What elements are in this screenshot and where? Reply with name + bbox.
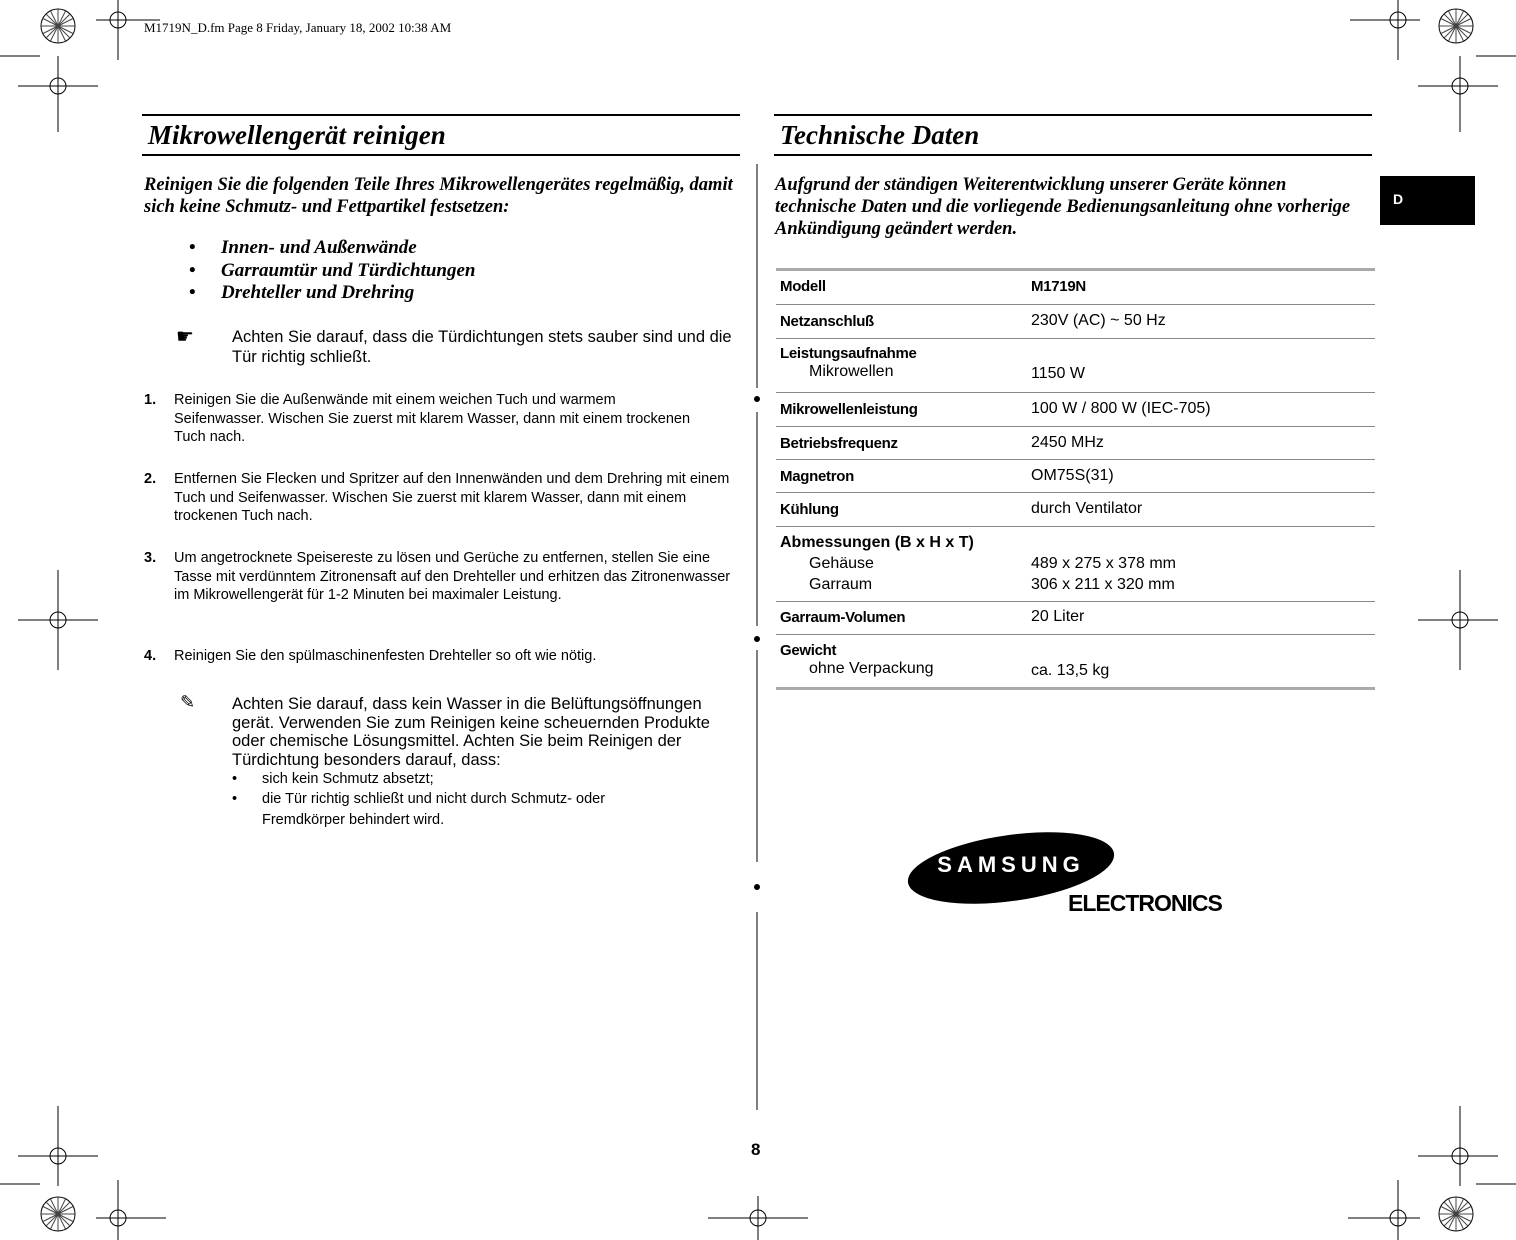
spec-label: Kühlung xyxy=(776,492,1027,526)
spec-label: Mikrowellenleistung xyxy=(776,392,1027,426)
spec-label: Magnetron xyxy=(776,459,1027,492)
table-row xyxy=(776,304,1375,338)
list-item: • Innen- und Außenwände xyxy=(144,237,476,260)
note-bullet-2 xyxy=(232,789,672,830)
section-title-specs: Technische Daten xyxy=(780,120,980,150)
spec-value: 20 Liter xyxy=(1027,601,1375,634)
file-info-header: M1719N_D.fm Page 8 Friday, January 18, 2002 10:38 AM xyxy=(144,20,452,35)
bullet-text: die Tür richtig schließt und nicht durch Schmutz- oder Fremdkörper behindert wird. xyxy=(262,791,606,828)
step-text: Entfernen Sie Flecken und Spritzer auf den Innenwänden und dem Drehring mit einem Tuch und Seifenwasser. Wischen Sie zuerst mit klarem Wasser, dann mit einem trockenen Tuch nach. xyxy=(174,471,730,524)
cleaning-parts-list xyxy=(144,237,476,305)
step-number: 1. xyxy=(144,392,157,408)
spec-value: 2450 MHz xyxy=(1027,426,1375,459)
spec-value: 230V (AC) ~ 50 Hz xyxy=(1027,304,1375,338)
ventilation-note: Achten Sie darauf, dass kein Wasser in die Belüftungsöffnungen gerät. Verwenden Sie zum Reinigen keine scheuernden Produkte oder chemische Lösungsmittel. Achten Sie beim Reinigen der Türdichtung besonders darauf, dass: xyxy=(232,695,710,769)
spec-value: 489 x 275 x 378 mm 306 x 211 x 320 mm xyxy=(1027,526,1375,601)
list-item: • Garraumtür und Türdichtungen xyxy=(144,260,476,283)
door-seal-note: Achten Sie darauf, dass die Türdichtungen stets sauber sind und die Tür richtig schließt. xyxy=(232,328,732,366)
table-row xyxy=(776,601,1375,634)
table-row xyxy=(776,634,1375,688)
table-row xyxy=(776,271,1375,304)
bullet-dot: • xyxy=(232,791,238,807)
spec-label: Leistungsaufnahme Mikrowellen xyxy=(776,338,1027,392)
step-text: Reinigen Sie die Außenwände mit einem weichen Tuch und warmem Seifenwasser. Wischen Sie zuerst mit klarem Wasser, dann mit einem trockenen Tuch nach. xyxy=(174,392,691,445)
step-number: 4. xyxy=(144,648,157,664)
table-row xyxy=(776,338,1375,392)
spec-table-wrapper xyxy=(776,268,1375,690)
section-header-left xyxy=(142,114,740,156)
note-pen-icon: ✎ xyxy=(180,692,196,712)
spec-value: OM75S(31) xyxy=(1027,459,1375,492)
spec-label: Betriebsfrequenz xyxy=(776,426,1027,459)
step-number: 2. xyxy=(144,471,157,487)
spec-value: 1150 W xyxy=(1027,338,1375,392)
logo-electronics: ELECTRONICS xyxy=(1068,890,1222,916)
table-row xyxy=(776,459,1375,492)
specs-intro: Aufgrund der ständigen Weiterentwicklung unserer Geräte können technische Daten und die vorliegende Bedienungsanleitung ohne vorherige Ankündigung geändert werden. xyxy=(775,175,1351,239)
table-row xyxy=(776,426,1375,459)
spec-label: Netzanschluß xyxy=(776,304,1027,338)
step-2 xyxy=(144,470,742,526)
step-number: 3. xyxy=(144,550,157,566)
spec-value: M1719N xyxy=(1027,271,1375,304)
spec-label: Modell xyxy=(776,271,1027,304)
page-number: 8 xyxy=(751,1140,761,1159)
spec-table xyxy=(776,271,1375,690)
spec-value: 100 W / 800 W (IEC-705) xyxy=(1027,392,1375,426)
section-header-right xyxy=(774,114,1372,156)
spec-value: durch Ventilator xyxy=(1027,492,1375,526)
spec-value: ca. 13,5 kg xyxy=(1027,634,1375,688)
spec-label: Abmessungen (B x H x T) Gehäuse Garraum xyxy=(776,526,1027,601)
section-title-cleaning: Mikrowellengerät reinigen xyxy=(148,120,446,150)
bullet-text: sich kein Schmutz absetzt; xyxy=(262,771,434,787)
table-row xyxy=(776,526,1375,601)
logo-brand: SAMSUNG xyxy=(937,852,1085,877)
step-1 xyxy=(144,391,742,447)
language-tab: D xyxy=(1380,176,1475,225)
bullet-dot: • xyxy=(232,771,238,787)
table-row xyxy=(776,392,1375,426)
step-text: Um angetrocknete Speisereste zu lösen und Gerüche zu entfernen, stellen Sie eine Tasse mit verdünntem Zitronensaft auf den Drehteller und erhitzen das Zitronenwasser im Mikrowellengerät für 1-2 Minuten bei maximaler Leistung. xyxy=(174,550,731,603)
pointing-hand-icon: ☛ xyxy=(176,326,194,348)
step-text: Reinigen Sie den spülmaschinenfesten Drehteller so oft wie nötig. xyxy=(174,648,597,664)
fold-dot xyxy=(754,636,760,642)
spec-label: Gewicht ohne Verpackung xyxy=(776,634,1027,688)
spec-label: Garraum-Volumen xyxy=(776,601,1027,634)
fold-dot xyxy=(754,396,760,402)
table-row xyxy=(776,492,1375,526)
cleaning-intro: Reinigen Sie die folgenden Teile Ihres Mikrowellengerätes regelmäßig, damit sich keine Schmutz- und Fettpartikel festsetzen: xyxy=(144,175,733,217)
step-3 xyxy=(144,549,742,605)
fold-dot xyxy=(754,884,760,890)
list-item: • Drehteller und Drehring xyxy=(144,282,476,305)
step-4 xyxy=(144,647,742,666)
